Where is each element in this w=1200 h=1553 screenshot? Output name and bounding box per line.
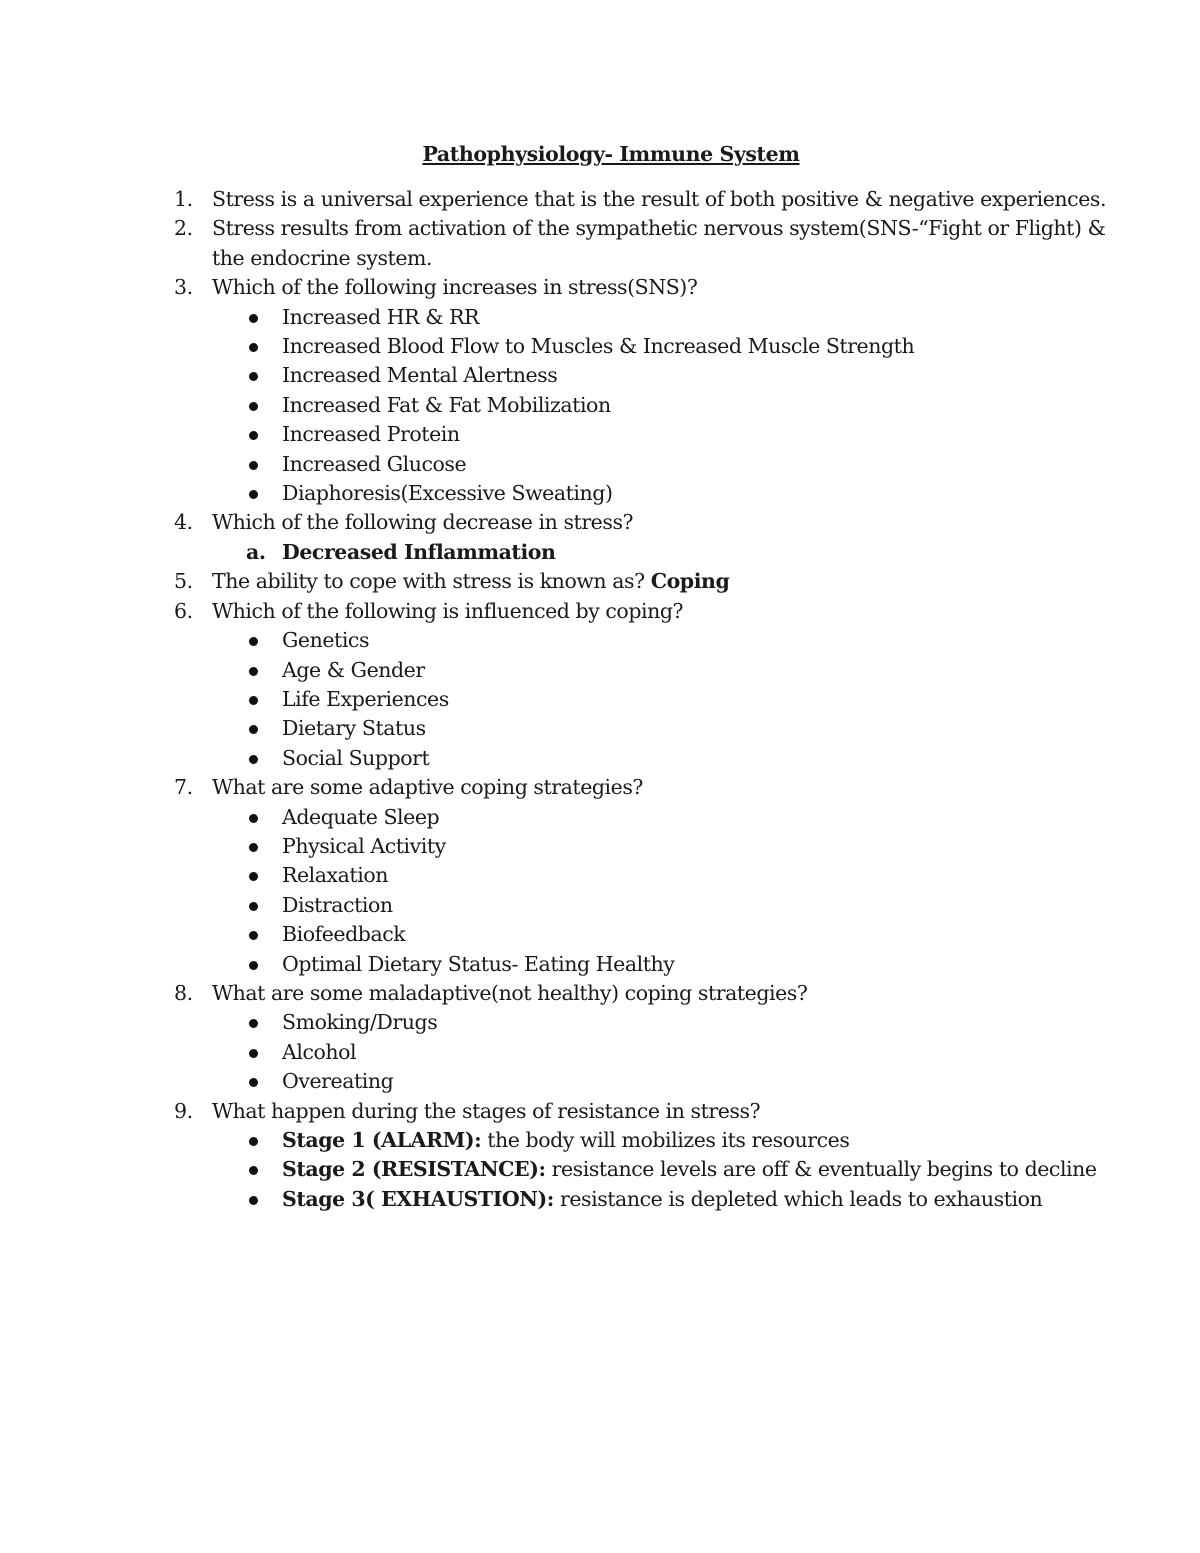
bullet-dot-icon [249,461,258,470]
bullet-text: Smoking/Drugs [282,1010,438,1035]
document-title: Pathophysiology- Immune System [422,142,800,166]
stage-item [174,1185,1074,1214]
bullet-text: Social Support [282,745,430,770]
list-item [174,273,1074,302]
bullet-dot-icon [249,1078,258,1087]
item-text: What happen during the stages of resistance in stress? [212,1098,761,1123]
item-number: 9. [174,1098,193,1123]
bullet-dot-icon [249,755,258,764]
item-number: 2. [174,216,193,241]
bullet-text: Age & Gender [282,657,425,682]
bullet-text: Overeating [282,1069,394,1094]
stage-label: Stage 3( EXHAUSTION): [282,1186,554,1211]
item-number: 3. [174,275,193,300]
bullet-text: Increased Blood Flow to Muscles & Increased Muscle Strength [282,334,915,359]
bullet-dot-icon [249,1019,258,1028]
bullet-dot-icon [249,1196,258,1205]
bullet-text: Increased Protein [282,422,460,447]
item-answer: Coping [650,569,730,594]
bullet-dot-icon [249,931,258,940]
bullet-dot-icon [249,725,258,734]
bullet-dot-icon [249,814,258,823]
bullet-dot-icon [249,696,258,705]
bullet-item [174,685,1074,714]
bullet-item [174,891,1074,920]
bullet-item [174,744,1074,773]
bullet-text: Increased HR & RR [282,304,480,329]
item-text: The ability to cope with stress is known as? [212,569,645,594]
bullet-dot-icon [249,490,258,499]
bullet-item [174,920,1074,949]
bullet-text: Genetics [282,628,370,653]
stage-label: Stage 2 (RESISTANCE): [282,1157,546,1182]
bullet-text: Relaxation [282,863,388,888]
bullet-text: Adequate Sleep [282,804,440,829]
item-text: What are some maladaptive(not healthy) coping strategies? [212,980,808,1005]
list-item [174,1097,1074,1126]
bullet-dot-icon [249,902,258,911]
list-item [174,567,1074,596]
list-item [174,214,1106,243]
item-number: 8. [174,980,193,1005]
bullet-dot-icon [249,314,258,323]
bullet-item [174,420,1074,449]
stage-text: resistance is depleted which leads to exhaustion [553,1186,1043,1211]
sub-item-marker: a. [246,539,266,564]
bullet-dot-icon [249,1049,258,1058]
item-number: 5. [174,569,193,594]
list-item [174,979,1074,1008]
bullet-item [174,361,1074,390]
stage-text: the body will mobilizes its resources [481,1128,850,1152]
bullet-text: Increased Fat & Fat Mobilization [282,392,611,417]
bullet-dot-icon [249,961,258,970]
bullet-text: Optimal Dietary Status- Eating Healthy [282,951,675,976]
bullet-dot-icon [249,1137,258,1146]
bullet-item [174,450,1074,479]
bullet-item [174,1067,1074,1096]
item-text: Which of the following increases in stress(SNS)? [212,275,698,300]
item-number: 7. [174,775,193,800]
bullet-dot-icon [249,637,258,646]
bullet-dot-icon [249,1166,258,1175]
list-item [174,597,1074,626]
bullet-dot-icon [249,402,258,411]
bullet-text: Alcohol [282,1039,357,1064]
bullet-item [174,1008,1074,1037]
bullet-item [174,861,1074,890]
bullet-item [174,626,1074,655]
bullet-dot-icon [249,372,258,381]
bullet-item [174,332,1074,361]
bullet-item [174,950,1074,979]
bullet-item [174,479,1074,508]
bullet-dot-icon [249,431,258,440]
item-text: Stress results from activation of the sympathetic nervous system(SNS-“Fight or Flight) & [212,216,1106,241]
bullet-dot-icon [249,872,258,881]
bullet-item [174,303,1074,332]
bullet-item [174,803,1074,832]
bullet-text: Diaphoresis(Excessive Sweating) [282,481,613,506]
item-text: Which of the following decrease in stress? [212,510,634,535]
bullet-text: Increased Mental Alertness [282,363,558,388]
bullet-text: Dietary Status [282,716,426,741]
item-number: 6. [174,598,193,623]
list-item [174,508,1074,537]
bullet-text: Distraction [282,892,393,917]
bullet-item [174,832,1074,861]
bullet-text: Biofeedback [282,922,406,947]
bullet-item [174,391,1074,420]
item-text: Stress is a universal experience that is the result of both positive & negative experiences. [212,187,1107,211]
bullet-dot-icon [249,843,258,852]
item-number: 1. [174,187,193,211]
bullet-text: Increased Glucose [282,451,467,476]
bullet-dot-icon [249,343,258,352]
sub-item [174,538,1074,567]
bullet-dot-icon [249,667,258,676]
bullet-text: Physical Activity [282,833,446,858]
item-text-continuation: the endocrine system. [212,245,433,270]
item-text: Which of the following is influenced by coping? [212,598,684,623]
question-list [174,185,1107,1214]
list-item [174,773,1074,802]
bullet-text: Life Experiences [282,686,449,711]
stage-item [174,1126,1074,1155]
stage-text: resistance levels are off & eventually begins to decline [545,1157,1097,1182]
list-item [174,185,1107,214]
stage-label: Stage 1 (ALARM): [282,1128,482,1152]
bullet-item [174,1038,1074,1067]
item-text: What are some adaptive coping strategies? [212,775,643,800]
stage-item [174,1155,1097,1184]
item-number: 4. [174,510,193,535]
bullet-item [174,714,1074,743]
bullet-item [174,656,1074,685]
sub-item-text: Decreased Inflammation [282,539,556,564]
